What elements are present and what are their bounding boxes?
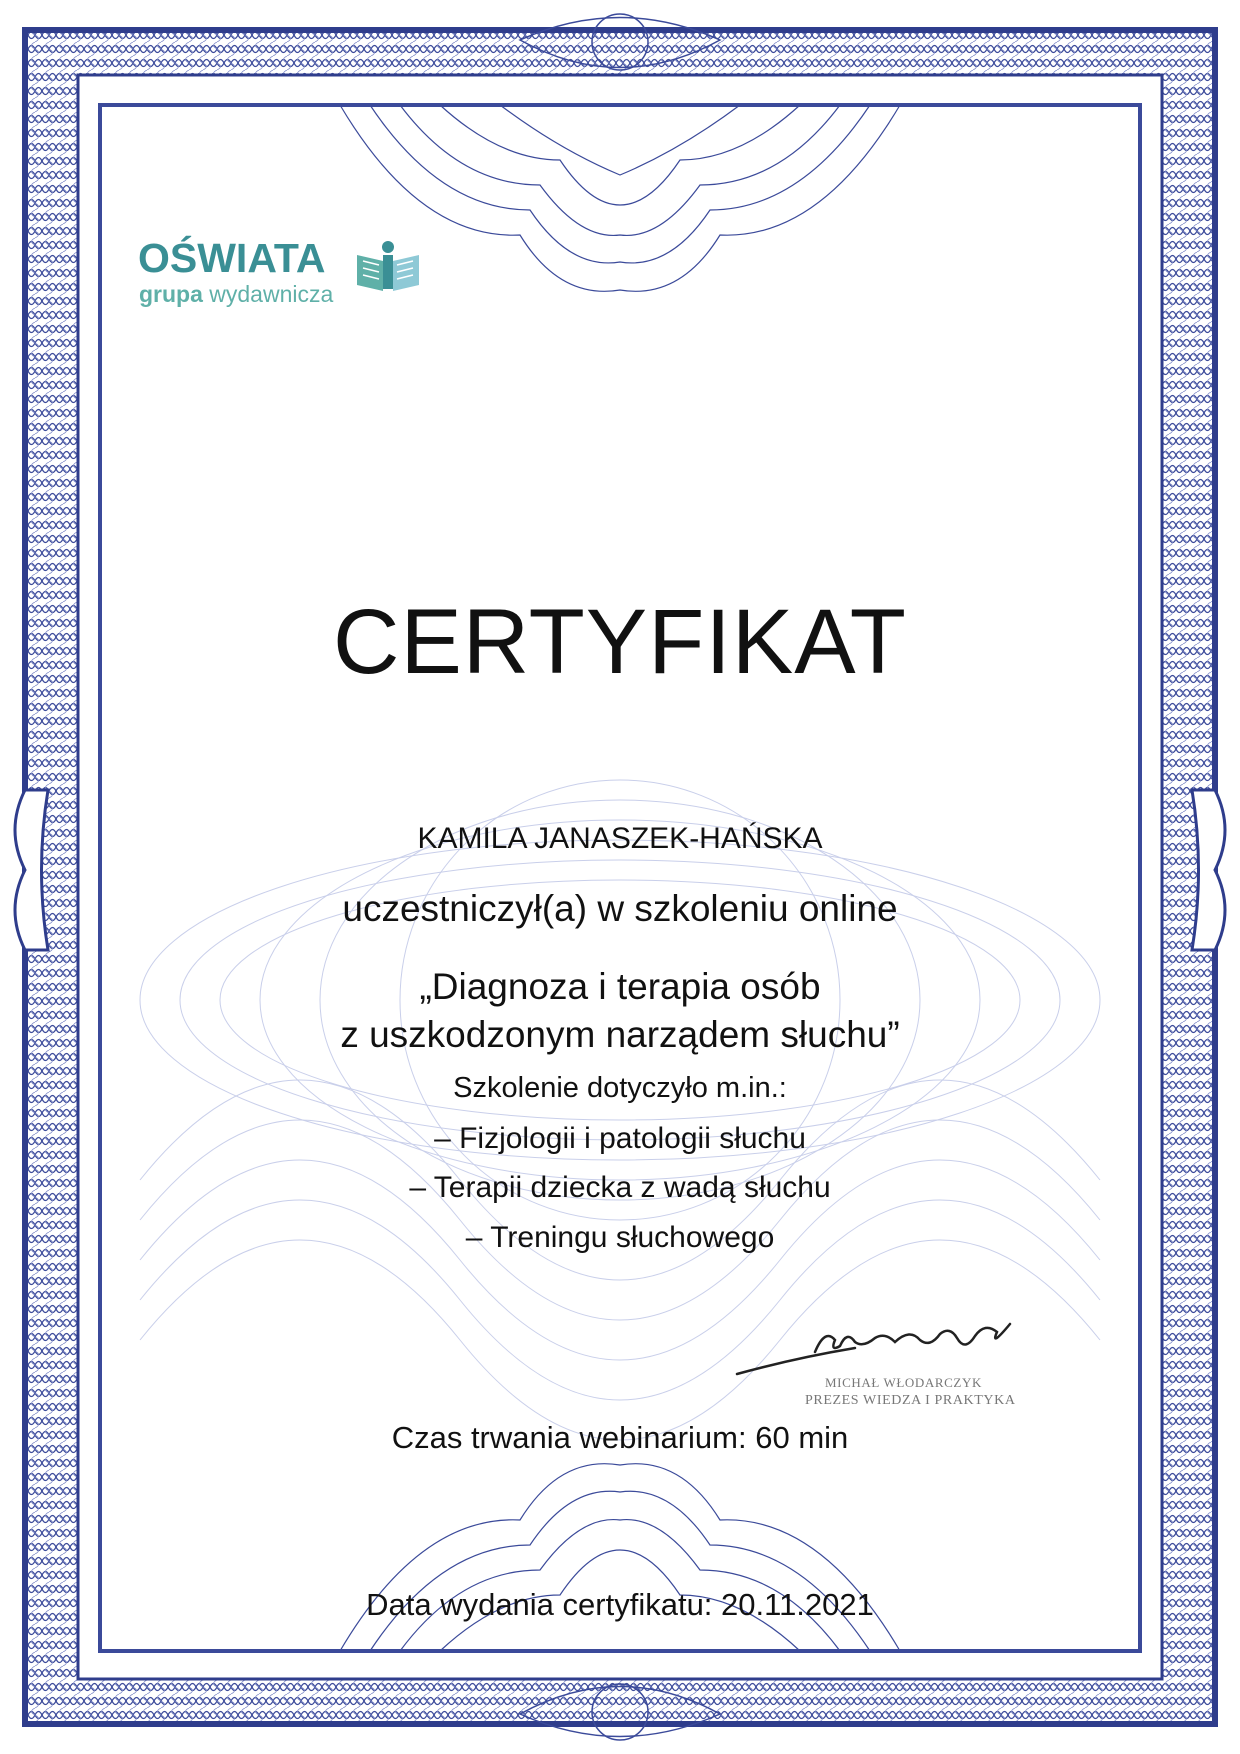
signatory-role: PREZES WIEDZA I PRAKTYKA (805, 1393, 1016, 1408)
signature-block (735, 1318, 1065, 1418)
topic-item: – Terapii dziecka z wadą słuchu (409, 1171, 831, 1204)
certificate-title: CERTYFIKAT (333, 591, 907, 693)
topic-item: – Fizjologii i patologii słuchu (434, 1122, 806, 1155)
participation-text: uczestniczył(a) w szkoleniu online (342, 888, 898, 929)
logo-main-text: OŚWIATA (138, 235, 326, 281)
topic-item: – Treningu słuchowego (465, 1221, 775, 1254)
course-title-line1: „Diagnoza i terapia osób (419, 966, 821, 1007)
recipient-name: KAMILA JANASZEK-HAŃSKA (417, 822, 823, 855)
course-title-line2: z uszkodzonym narządem słuchu” (340, 1014, 900, 1055)
issue-date: Data wydania certyfikatu: 20.11.2021 (366, 1587, 874, 1622)
logo-sub-text (139, 281, 333, 308)
handwritten-signature (735, 1318, 1065, 1378)
book-reader-icon (353, 241, 423, 301)
signatory-name: MICHAŁ WŁODARCZYK (825, 1375, 982, 1390)
webinar-duration: Czas trwania webinarium: 60 min (391, 1420, 849, 1455)
topics-heading: Szkolenie dotyczyło m.in.: (453, 1072, 787, 1104)
oswiata-logo (138, 235, 438, 320)
logo-sub-bold: grupa (139, 281, 203, 307)
logo-sub-rest: wydawnicza (209, 281, 334, 307)
